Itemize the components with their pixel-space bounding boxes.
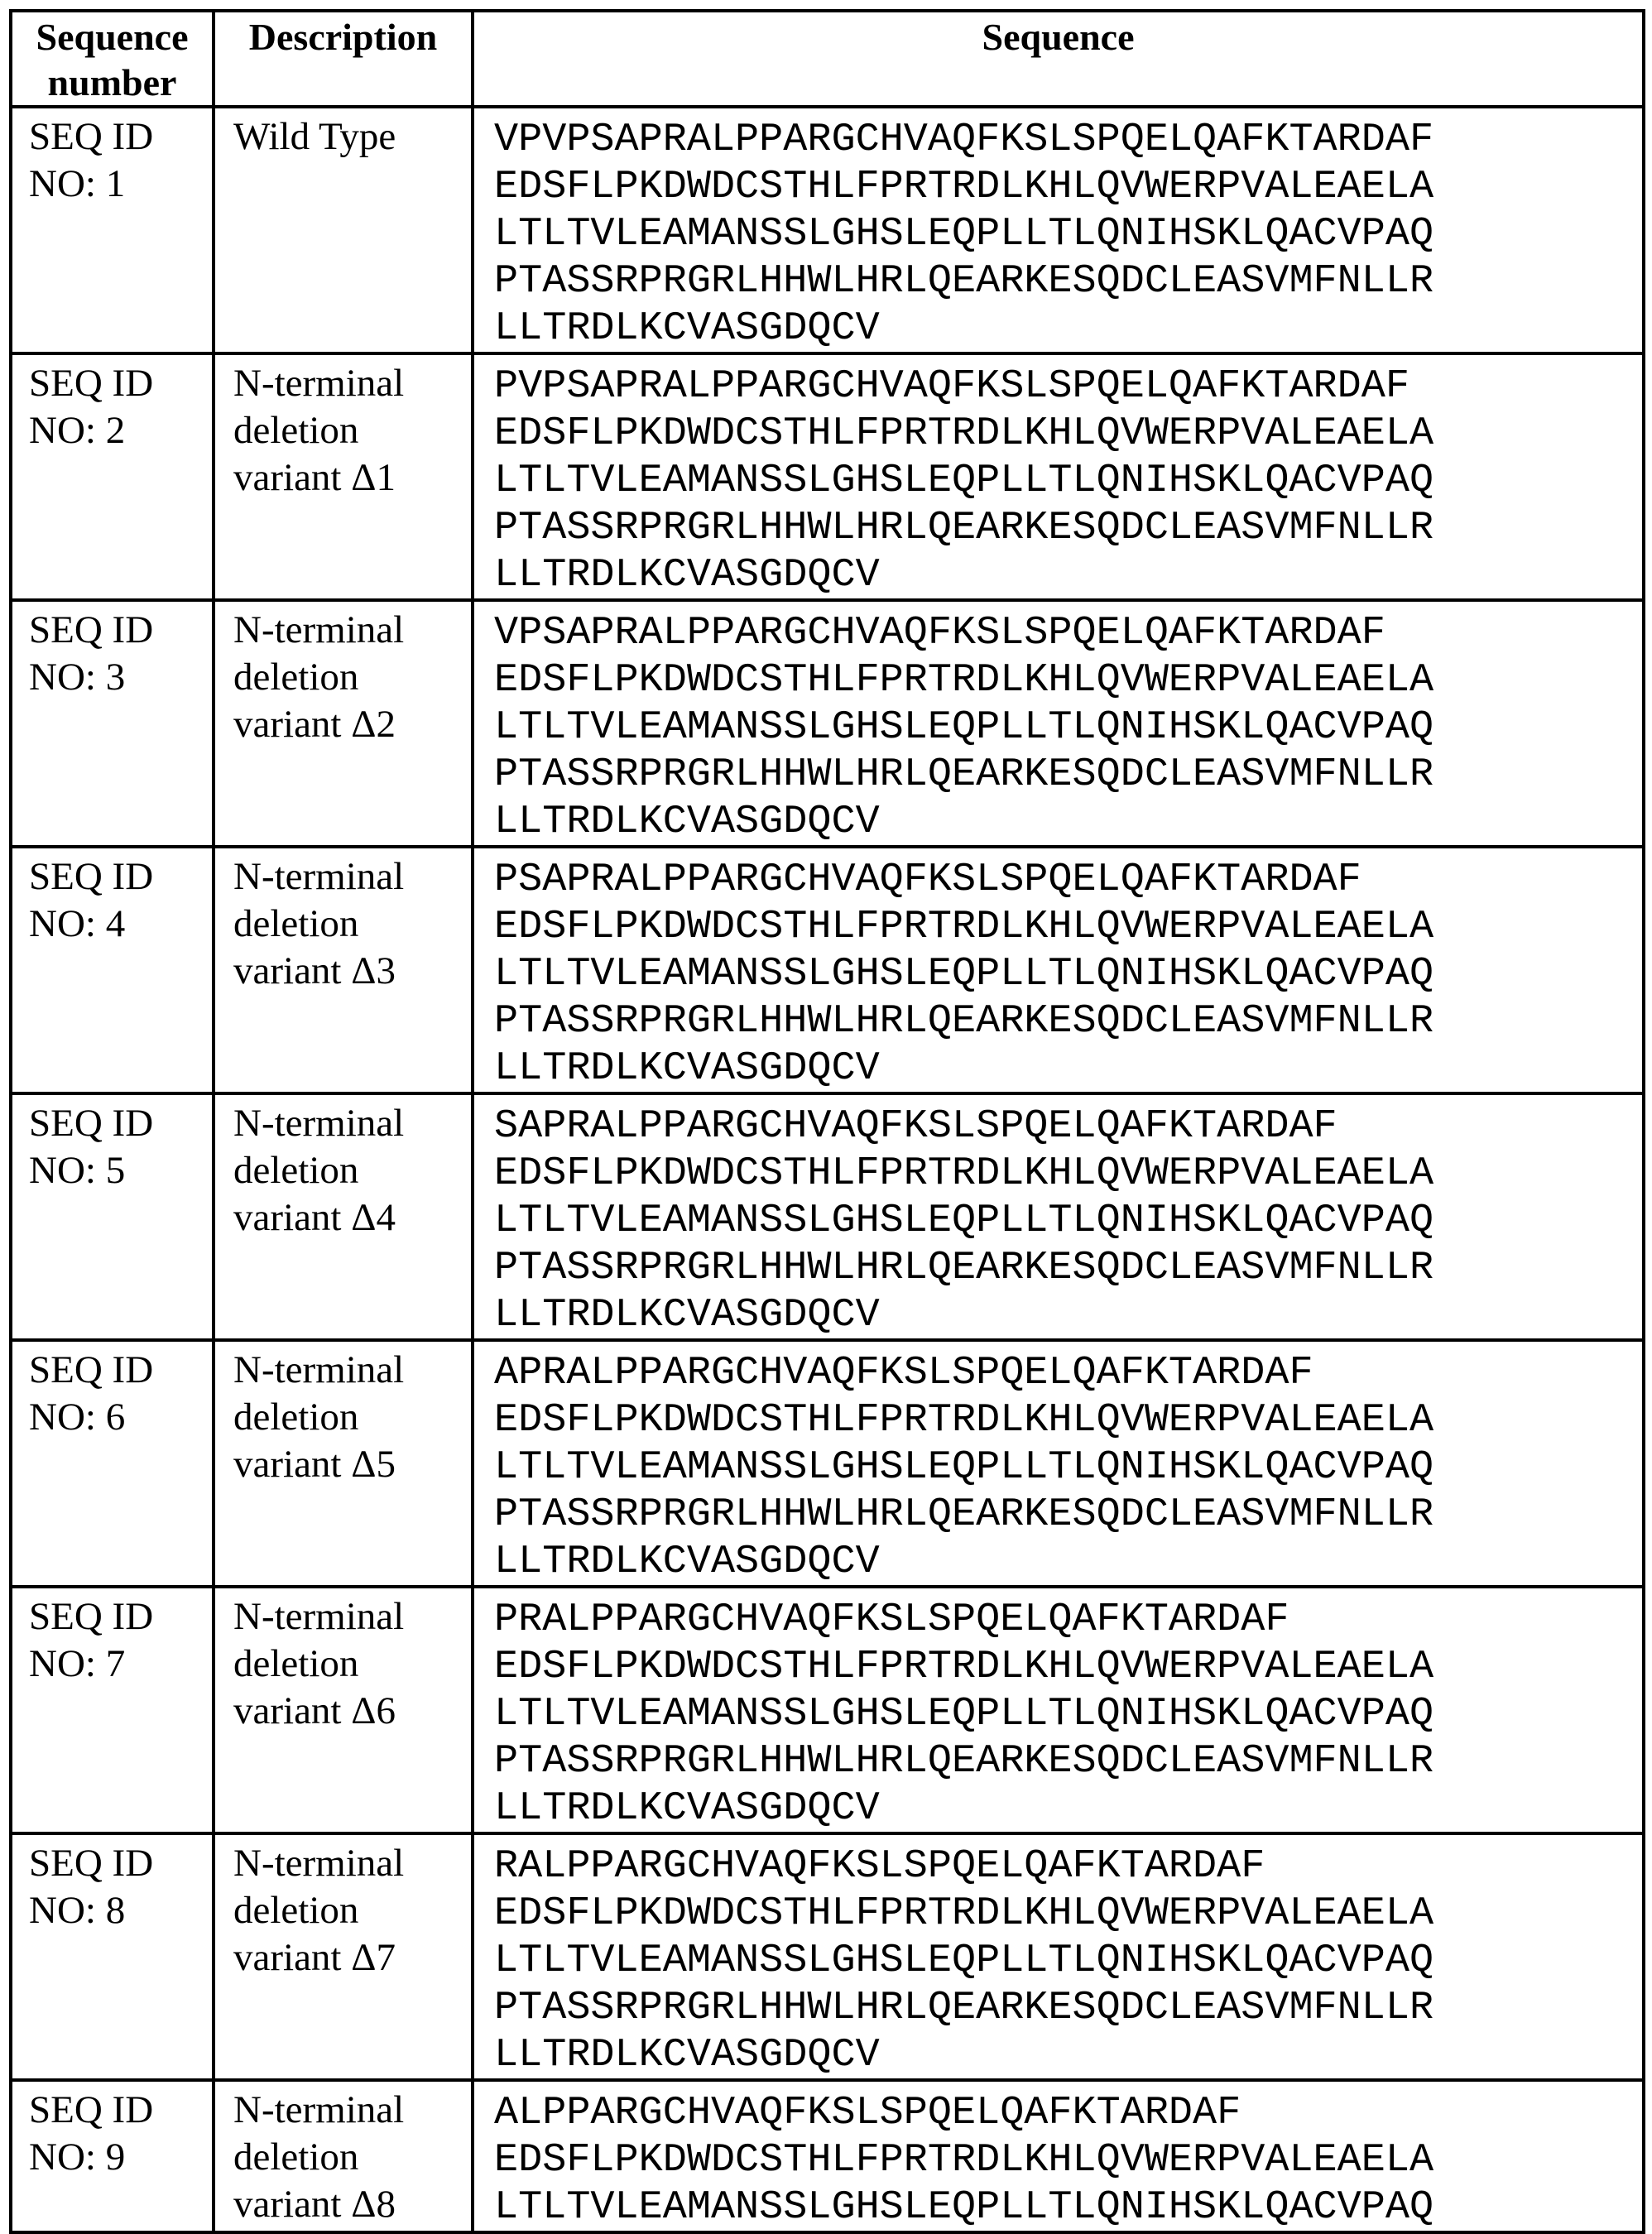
seq-id-line: SEQ ID <box>29 362 154 405</box>
description-line: N-terminal <box>233 855 405 898</box>
description-line: deletion <box>233 2136 359 2179</box>
sequence-cell <box>473 2080 1644 2232</box>
sequence-line: LTLTVLEAMANSSLGHSLEQPLLTLQNIHSKLQACVPAQ <box>494 458 1434 503</box>
sequence-line: EDSFLPKDWDCSTHLFPRTRDLKHLQVWERPVALEAELA <box>494 164 1434 209</box>
seq-id-text <box>12 1342 212 1441</box>
description-cell <box>214 1833 473 2080</box>
sequence-line: LTLTVLEAMANSSLGHSLEQPLLTLQNIHSKLQACVPAQ <box>494 1938 1434 1983</box>
sequence-cell <box>473 107 1644 353</box>
table-row <box>11 353 1644 600</box>
description-line: deletion <box>233 656 359 699</box>
description-line: variant Δ7 <box>233 1936 396 1979</box>
sequence-line: LTLTVLEAMANSSLGHSLEQPLLTLQNIHSKLQACVPAQ <box>494 1198 1434 1243</box>
sequence-text <box>474 1095 1642 1338</box>
sequence-line: PVPSAPRALPPARGCHVAQFKSLSPQELQAFKTARDAF <box>494 363 1409 409</box>
description-line: variant Δ8 <box>233 2183 396 2226</box>
header-sequence-number-line: number <box>47 61 177 103</box>
sequence-line: LLTRDLKCVASGDQCV <box>494 1539 880 1584</box>
sequence-line: LLTRDLKCVASGDQCV <box>494 1292 880 1338</box>
sequence-line: SAPRALPPARGCHVAQFKSLSPQELQAFKTARDAF <box>494 1103 1337 1149</box>
description-line: deletion <box>233 902 359 945</box>
seq-id-line: SEQ ID <box>29 1595 154 1638</box>
sequence-line: LLTRDLKCVASGDQCV <box>494 2032 880 2078</box>
seq-id-line: NO: 8 <box>29 1889 126 1932</box>
sequence-line: PTASSRPRGRLHHWLHRLQEARKESQDCLEASVMFNLLR <box>494 258 1434 304</box>
seq-id-line: NO: 3 <box>29 656 126 699</box>
seq-id-line: SEQ ID <box>29 1348 154 1391</box>
seq-id-line: SEQ ID <box>29 115 154 158</box>
header-description: Description <box>214 11 473 107</box>
description-cell <box>214 1587 473 1833</box>
description-text <box>215 355 471 502</box>
sequence-line: PTASSRPRGRLHHWLHRLQEARKESQDCLEASVMFNLLR <box>494 1985 1434 2030</box>
sequence-cell <box>473 1833 1644 2080</box>
description-text <box>215 1588 471 1735</box>
sequence-line: PTASSRPRGRLHHWLHRLQEARKESQDCLEASVMFNLLR <box>494 1245 1434 1290</box>
sequence-line: EDSFLPKDWDCSTHLFPRTRDLKHLQVWERPVALEAELA <box>494 657 1434 703</box>
seq-id-text <box>12 1095 212 1194</box>
table-row <box>11 847 1644 1093</box>
sequence-line: PTASSRPRGRLHHWLHRLQEARKESQDCLEASVMFNLLR <box>494 1738 1434 1784</box>
description-line: N-terminal <box>233 1595 405 1638</box>
description-line: N-terminal <box>233 1348 405 1391</box>
sequence-line: LTLTVLEAMANSSLGHSLEQPLLTLQNIHSKLQACVPAQ <box>494 951 1434 997</box>
description-line: N-terminal <box>233 2088 405 2131</box>
description-line: N-terminal <box>233 1842 405 1885</box>
seq-id-line: NO: 4 <box>29 902 126 945</box>
sequence-cell <box>473 1340 1644 1587</box>
seq-id-cell <box>11 2080 214 2232</box>
seq-id-line: NO: 2 <box>29 409 126 452</box>
seq-id-cell <box>11 1587 214 1833</box>
sequence-line: EDSFLPKDWDCSTHLFPRTRDLKHLQVWERPVALEAELA <box>494 904 1434 949</box>
sequence-line: PTASSRPRGRLHHWLHRLQEARKESQDCLEASVMFNLLR <box>494 505 1434 550</box>
seq-id-cell <box>11 1093 214 1340</box>
sequence-line: PRALPPARGCHVAQFKSLSPQELQAFKTARDAF <box>494 1597 1289 1642</box>
sequence-text <box>474 2082 1642 2231</box>
sequence-cell <box>473 1093 1644 1340</box>
sequence-line: VPSAPRALPPARGCHVAQFKSLSPQELQAFKTARDAF <box>494 610 1385 656</box>
description-text <box>215 1095 471 1242</box>
seq-id-text <box>12 1835 212 1934</box>
description-text <box>215 108 471 161</box>
sequence-line: EDSFLPKDWDCSTHLFPRTRDLKHLQVWERPVALEAELA <box>494 1151 1434 1196</box>
table-row <box>11 2080 1644 2232</box>
sequence-line: LTLTVLEAMANSSLGHSLEQPLLTLQNIHSKLQACVPAQ <box>494 704 1434 750</box>
sequence-cell <box>473 847 1644 1093</box>
description-line: variant Δ3 <box>233 949 396 992</box>
description-text <box>215 1835 471 1982</box>
sequence-line: PTASSRPRGRLHHWLHRLQEARKESQDCLEASVMFNLLR <box>494 998 1434 1044</box>
seq-id-line: NO: 6 <box>29 1396 126 1439</box>
description-cell <box>214 1093 473 1340</box>
description-line: deletion <box>233 1396 359 1439</box>
seq-id-line: SEQ ID <box>29 2088 154 2131</box>
description-line: N-terminal <box>233 608 405 651</box>
seq-id-cell <box>11 353 214 600</box>
seq-id-line: NO: 1 <box>29 162 126 205</box>
header-sequence-number-line: Sequence <box>36 16 189 58</box>
description-line: variant Δ6 <box>233 1689 396 1732</box>
description-line: deletion <box>233 1642 359 1685</box>
description-line: deletion <box>233 409 359 452</box>
seq-id-line: SEQ ID <box>29 1102 154 1145</box>
sequence-line: LLTRDLKCVASGDQCV <box>494 799 880 844</box>
sequence-line: LTLTVLEAMANSSLGHSLEQPLLTLQNIHSKLQACVPAQ <box>494 2184 1434 2230</box>
sequence-line: PTASSRPRGRLHHWLHRLQEARKESQDCLEASVMFNLLR <box>494 1492 1434 1537</box>
sequence-line: ALPPARGCHVAQFKSLSPQELQAFKTARDAF <box>494 2090 1241 2136</box>
sequence-line: EDSFLPKDWDCSTHLFPRTRDLKHLQVWERPVALEAELA <box>494 1890 1434 1936</box>
description-line: variant Δ1 <box>233 456 396 499</box>
seq-id-cell <box>11 1340 214 1587</box>
description-cell <box>214 353 473 600</box>
seq-id-line: NO: 5 <box>29 1149 126 1192</box>
sequence-text <box>474 355 1642 598</box>
sequence-cell <box>473 600 1644 847</box>
sequence-line: PTASSRPRGRLHHWLHRLQEARKESQDCLEASVMFNLLR <box>494 752 1434 797</box>
sequence-line: PSAPRALPPARGCHVAQFKSLSPQELQAFKTARDAF <box>494 857 1361 902</box>
table-row <box>11 1340 1644 1587</box>
sequence-text <box>474 1835 1642 2078</box>
seq-id-line: SEQ ID <box>29 608 154 651</box>
description-text <box>215 848 471 995</box>
header-sequence: Sequence <box>473 11 1644 107</box>
table-row <box>11 1093 1644 1340</box>
sequence-line: EDSFLPKDWDCSTHLFPRTRDLKHLQVWERPVALEAELA <box>494 1397 1434 1443</box>
description-line: N-terminal <box>233 362 405 405</box>
sequence-line: EDSFLPKDWDCSTHLFPRTRDLKHLQVWERPVALEAELA <box>494 411 1434 456</box>
sequence-text <box>474 1588 1642 1832</box>
sequence-line: LLTRDLKCVASGDQCV <box>494 1045 880 1091</box>
seq-id-text <box>12 2082 212 2181</box>
table-row <box>11 107 1644 353</box>
description-text <box>215 602 471 748</box>
sequence-line: LLTRDLKCVASGDQCV <box>494 552 880 598</box>
description-line: variant Δ5 <box>233 1443 396 1486</box>
sequence-line: LLTRDLKCVASGDQCV <box>494 1785 880 1831</box>
seq-id-line: NO: 9 <box>29 2136 126 2179</box>
sequence-text <box>474 1342 1642 1585</box>
sequence-line: APRALPPARGCHVAQFKSLSPQELQAFKTARDAF <box>494 1350 1313 1396</box>
description-line: variant Δ2 <box>233 703 396 746</box>
seq-id-text <box>12 1588 212 1688</box>
sequence-line: EDSFLPKDWDCSTHLFPRTRDLKHLQVWERPVALEAELA <box>494 1644 1434 1689</box>
description-line: deletion <box>233 1149 359 1192</box>
description-cell <box>214 107 473 353</box>
seq-id-text <box>12 848 212 948</box>
seq-id-cell <box>11 600 214 847</box>
sequence-line: LTLTVLEAMANSSLGHSLEQPLLTLQNIHSKLQACVPAQ <box>494 211 1434 257</box>
header-row <box>11 11 1644 107</box>
seq-id-line: SEQ ID <box>29 1842 154 1885</box>
seq-id-text <box>12 355 212 454</box>
sequence-line: VPVPSAPRALPPARGCHVAQFKSLSPQELQAFKTARDAF <box>494 117 1434 162</box>
seq-id-text <box>12 108 212 208</box>
sequence-table <box>9 9 1645 2234</box>
sequence-line: RALPPARGCHVAQFKSLSPQELQAFKTARDAF <box>494 1843 1265 1889</box>
sequence-cell <box>473 1587 1644 1833</box>
description-cell <box>214 847 473 1093</box>
sequence-line: LLTRDLKCVASGDQCV <box>494 305 880 351</box>
table-row <box>11 1833 1644 2080</box>
seq-id-line: NO: 7 <box>29 1642 126 1685</box>
table-row <box>11 1587 1644 1833</box>
seq-id-line: SEQ ID <box>29 855 154 898</box>
description-line: deletion <box>233 1889 359 1932</box>
description-cell <box>214 600 473 847</box>
table-row <box>11 600 1644 847</box>
sequence-line: LTLTVLEAMANSSLGHSLEQPLLTLQNIHSKLQACVPAQ <box>494 1691 1434 1737</box>
seq-id-cell <box>11 107 214 353</box>
description-cell <box>214 2080 473 2232</box>
sequence-text <box>474 602 1642 845</box>
header-sequence-number <box>11 11 214 107</box>
description-cell <box>214 1340 473 1587</box>
seq-id-text <box>12 602 212 701</box>
description-line: N-terminal <box>233 1102 405 1145</box>
seq-id-cell <box>11 1833 214 2080</box>
description-line: variant Δ4 <box>233 1196 396 1239</box>
description-text <box>215 1342 471 1488</box>
description-text <box>215 2082 471 2228</box>
sequence-text <box>474 848 1642 1092</box>
sequence-line: LTLTVLEAMANSSLGHSLEQPLLTLQNIHSKLQACVPAQ <box>494 1444 1434 1490</box>
table-body <box>11 107 1644 2232</box>
description-line: Wild Type <box>233 115 396 158</box>
sequence-line: EDSFLPKDWDCSTHLFPRTRDLKHLQVWERPVALEAELA <box>494 2137 1434 2183</box>
sequence-text <box>474 108 1642 352</box>
sequence-cell <box>473 353 1644 600</box>
seq-id-cell <box>11 847 214 1093</box>
